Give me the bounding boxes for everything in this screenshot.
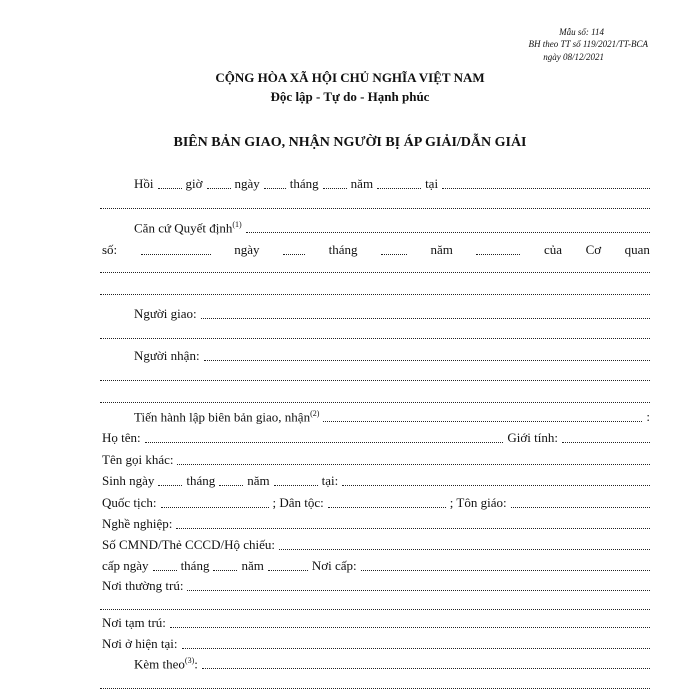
decision-no-label: số: (102, 242, 118, 257)
receiver-row (100, 346, 652, 364)
issue-day-label: cấp ngày (102, 558, 149, 573)
decision-row (100, 240, 652, 258)
fullname-label: Họ tên: (102, 430, 141, 445)
agency-field[interactable] (100, 272, 650, 273)
birthplace-label: tại: (321, 473, 339, 488)
document-title: BIÊN BẢN GIAO, NHẬN NGƯỜI BỊ ÁP GIẢI/DẪN GIẢI (173, 135, 527, 150)
basis-label: Căn cứ Quyết định$^{(1)}$ (134, 219, 242, 235)
issue-row (100, 556, 652, 574)
proceed-label: Tiến hành lập biên bản giao, nhận$^{(2)}$ (134, 408, 320, 424)
form-number: Mẫu số: 114 (559, 27, 604, 37)
issue-month-label: tháng (180, 558, 210, 573)
decision-field[interactable] (246, 232, 650, 233)
permanent-label: Nơi thường trú: (102, 578, 184, 593)
receiver-field-cont[interactable] (100, 380, 650, 381)
attached-row (100, 654, 652, 672)
current-row (100, 634, 652, 652)
birth-day-field[interactable] (158, 485, 182, 486)
birth-year-field[interactable] (274, 485, 318, 486)
id-field[interactable] (279, 549, 650, 550)
issue-date: ngày 08/12/2021 (543, 52, 604, 62)
religion-label: ; Tôn giáo: (449, 495, 507, 510)
basis-row (100, 218, 652, 236)
receiver-field-cont-2[interactable] (100, 402, 650, 403)
year-label: năm (350, 176, 374, 191)
fullname-field[interactable] (145, 442, 504, 443)
decision-month-field[interactable] (381, 254, 407, 255)
day-label: ngày (234, 176, 260, 191)
issue-year-label: năm (241, 558, 264, 573)
issue-place-field[interactable] (361, 570, 650, 571)
issued-by: BH theo TT số 119/2021/TT-BCA (528, 39, 648, 49)
year-field[interactable] (377, 188, 421, 189)
national-motto: Độc lập - Tự do - Hạnh phúc (270, 89, 430, 104)
occupation-row (100, 514, 652, 532)
giver-row (100, 304, 652, 322)
ethnicity-field[interactable] (328, 507, 446, 508)
current-label: Nơi ở hiện tại: (102, 636, 178, 651)
month-label: tháng (289, 176, 319, 191)
decision-year-label: năm (430, 242, 453, 257)
permanent-field[interactable] (187, 590, 650, 591)
issue-year-field[interactable] (268, 570, 308, 571)
proceed-row (100, 407, 652, 425)
id-label: Số CMND/Thẻ CCCD/Hộ chiếu: (102, 537, 275, 552)
current-field[interactable] (182, 648, 651, 649)
decision-day-label: ngày (234, 242, 260, 257)
identity-row (100, 493, 652, 511)
temporary-field[interactable] (170, 627, 650, 628)
giver-field[interactable] (201, 318, 650, 319)
birth-year-label: năm (247, 473, 270, 488)
issue-place-label: Nơi cấp: (311, 558, 357, 573)
place-field[interactable] (442, 188, 650, 189)
nationality-label: Quốc tịch: (102, 495, 157, 510)
ethnicity-label: ; Dân tộc: (272, 495, 324, 510)
hour-field[interactable] (158, 188, 182, 189)
temporary-label: Nơi tạm trú: (102, 615, 166, 630)
place-label: tại (425, 176, 439, 191)
decision-day-field[interactable] (283, 254, 305, 255)
place-field-cont[interactable] (100, 208, 650, 209)
othername-row (100, 450, 652, 468)
decision-no-field[interactable] (141, 254, 211, 255)
occupation-label: Nghề nghiệp: (102, 516, 173, 531)
nationality-field[interactable] (161, 507, 269, 508)
national-title: CỘNG HÒA XÃ HỘI CHỦ NGHĨA VIỆT NAM (215, 70, 485, 85)
gender-label: Giới tính: (507, 430, 558, 445)
attached-field-cont[interactable] (100, 688, 650, 689)
birthplace-field[interactable] (342, 485, 650, 486)
minute-label: giờ (185, 176, 203, 191)
issue-month-field[interactable] (213, 570, 237, 571)
birth-day-label: Sinh ngày (102, 473, 155, 488)
id-row (100, 535, 652, 553)
agency-label-2: quan (624, 242, 650, 257)
minute-field[interactable] (207, 188, 231, 189)
time-row (100, 174, 652, 192)
month-field[interactable] (323, 188, 347, 189)
temporary-row (100, 613, 652, 631)
giver-field-cont[interactable] (100, 338, 650, 339)
of-label: của (543, 242, 563, 257)
religion-field[interactable] (511, 507, 650, 508)
day-field[interactable] (264, 188, 286, 189)
hour-label: Hồi (134, 176, 154, 191)
decision-month-label: tháng (328, 242, 358, 257)
othername-label: Tên gọi khác: (102, 452, 174, 467)
attached-label: Kèm theo$^{(3)}$: (134, 655, 198, 671)
birth-row (100, 471, 652, 489)
permanent-row (100, 576, 652, 594)
receiver-label: Người nhận: (134, 348, 200, 363)
giver-label: Người giao: (134, 306, 197, 321)
gender-field[interactable] (562, 442, 650, 443)
decision-year-field[interactable] (476, 254, 520, 255)
birth-month-label: tháng (186, 473, 216, 488)
proceed-field[interactable] (323, 421, 642, 422)
proceed-colon: : (646, 409, 650, 424)
birth-month-field[interactable] (219, 485, 243, 486)
issue-day-field[interactable] (153, 570, 177, 571)
attached-field[interactable] (202, 668, 650, 669)
fullname-row (100, 428, 652, 446)
agency-label-1: Cơ (585, 242, 602, 257)
receiver-field[interactable] (204, 360, 650, 361)
othername-field[interactable] (177, 464, 650, 465)
permanent-field-cont[interactable] (100, 609, 650, 610)
occupation-field[interactable] (176, 528, 650, 529)
agency-field-cont[interactable] (100, 294, 650, 295)
